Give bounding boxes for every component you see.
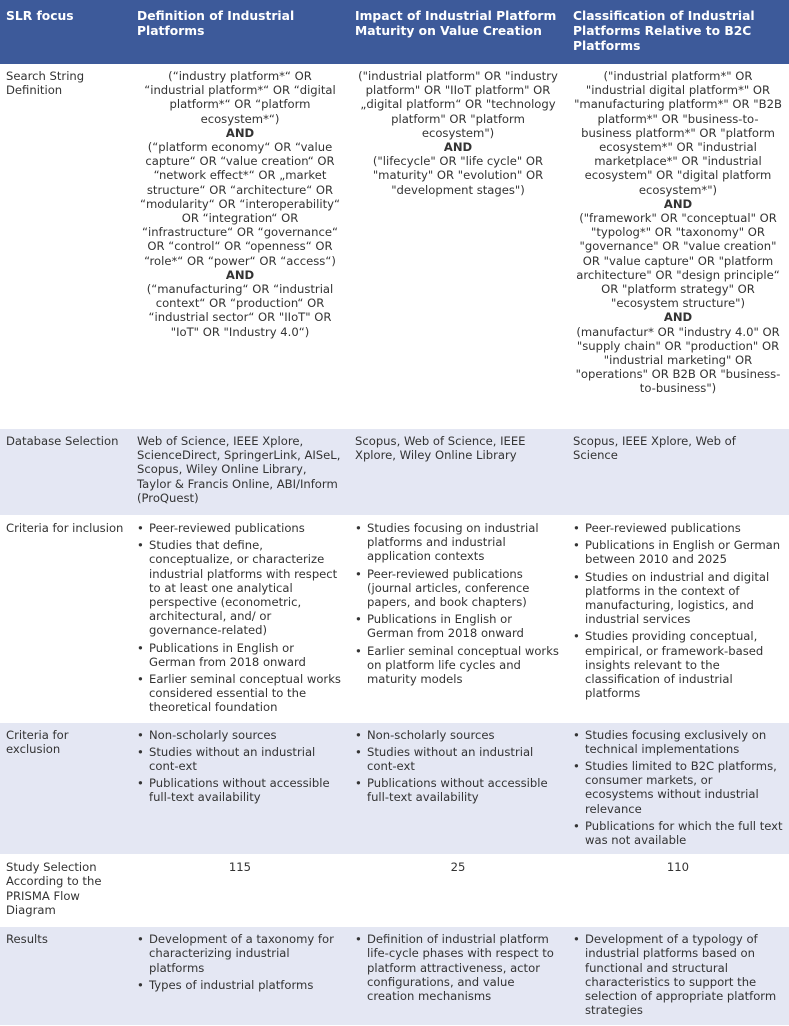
exclusion-col2 (349, 722, 567, 855)
list-item: • Publications in English or German from 2018 onward (137, 641, 343, 669)
inclusion-col1 (131, 516, 349, 723)
and-operator: AND (225, 125, 255, 140)
list-item: • Types of industrial platforms (137, 978, 343, 992)
row-label-database: Database Selection (0, 429, 131, 516)
row-results (0, 927, 789, 1026)
list-item: • Peer-reviewed publications (137, 521, 343, 535)
list-item: • Studies without an industrial cont-ext (355, 745, 561, 773)
search-clause: ("industrial platform" OR "industry platform" OR "IIoT platform" OR „digital platform“ OR "technology platform" OR "platform ecosystem") (358, 69, 558, 140)
list-item: • Peer-reviewed publications (573, 521, 783, 535)
header-row (0, 0, 789, 64)
row-database-selection (0, 429, 789, 516)
search-clause: (“industry platform*“ OR “industrial platform*“ OR “digital platform*“ OR “platform ecosystem*“) (144, 69, 336, 126)
list-item: • Studies focusing exclusively on technical implementations (573, 728, 783, 756)
row-label-search: Search String Definition (0, 64, 131, 429)
list-item: • Non-scholarly sources (137, 728, 343, 742)
database-col2: Scopus, Web of Science, IEEE Xplore, Wiley Online Library (349, 429, 567, 516)
results-col2 (349, 927, 567, 1026)
and-operator: AND (663, 196, 693, 211)
and-operator: AND (663, 310, 693, 325)
list-item: • Publications in English or German between 2010 and 2025 (573, 538, 783, 566)
search-clause: (“manufacturing“ OR “industrial context“ OR “production“ OR “industrial sector“ OR "IIoT" OR "IoT" OR "Industry 4.0“) (146, 282, 334, 339)
list-item: • Earlier seminal conceptual works considered essential to the theoretical foundation (137, 672, 343, 715)
and-operator: AND (225, 267, 255, 282)
list-item: • Studies on industrial and digital platforms in the context of manufacturing, logistics, and industrial services (573, 570, 783, 627)
search-string-col3 (567, 64, 789, 429)
selection-count-col3: 110 (567, 855, 789, 927)
row-label-selection: Study Selection According to the PRISMA Flow Diagram (0, 855, 131, 927)
inclusion-col2 (349, 516, 567, 723)
row-study-selection (0, 855, 789, 927)
row-label-results: Results (0, 927, 131, 1026)
list-item: • Studies providing conceptual, empirical, or framework-based insights relevant to the classification of industrial platforms (573, 629, 783, 700)
selection-count-col1: 115 (131, 855, 349, 927)
list-item: • Non-scholarly sources (355, 728, 561, 742)
list-item: • Publications without accessible full-text availability (137, 776, 343, 804)
row-search-string (0, 64, 789, 429)
search-clause: (“platform economy“ OR “value capture“ OR “value creation“ OR “network effect*“ OR „market structure“ OR “architecture“ OR “modularity“ OR “interoperability“ OR “integration“ OR “infrastructure“ OR “governance“ OR “control“ OR “openness“ OR “role*“ OR “power“ OR “access“) (139, 140, 341, 268)
header-slr-focus: SLR focus (0, 0, 131, 64)
selection-count-col2: 25 (349, 855, 567, 927)
list-item: • Definition of industrial platform life-cycle phases with respect to platform attractiveness, actor configurations, and value creation mechanisms (355, 932, 561, 1003)
list-item: • Studies limited to B2C platforms, consumer markets, or ecosystems without industrial relevance (573, 759, 783, 816)
header-definition: Definition of Industrial Platforms (131, 0, 349, 64)
search-string-col2 (349, 64, 567, 429)
list-item: • Publications without accessible full-text availability (355, 776, 561, 804)
results-col3 (567, 927, 789, 1026)
list-item: • Development of a taxonomy for characterizing industrial platforms (137, 932, 343, 975)
list-item: • Development of a typology of industrial platforms based on functional and structural characteristics to support the selection of appropriate platform strategies (573, 932, 783, 1017)
row-exclusion-criteria (0, 722, 789, 855)
and-operator: AND (443, 140, 473, 155)
list-item: • Studies without an industrial cont-ext (137, 745, 343, 773)
results-col1 (131, 927, 349, 1026)
list-item: • Earlier seminal conceptual works on platform life cycles and maturity models (355, 644, 561, 687)
inclusion-col3 (567, 516, 789, 723)
header-impact: Impact of Industrial Platform Maturity on Value Creation (349, 0, 567, 64)
header-classification: Classification of Industrial Platforms Relative to B2C Platforms (567, 0, 789, 64)
search-clause: ("framework" OR "conceptual" OR "typolog*" OR "taxonomy" OR "governance" OR "value creation" OR "value capture" OR "platform architecture" OR "design principle“ OR "platform strategy" OR "ecosystem structure") (576, 211, 780, 311)
list-item: • Studies that define, conceptualize, or characterize industrial platforms with respect to at least one analytical perspective (econometric, architectural, and/ or governance-related) (137, 538, 343, 637)
row-inclusion-criteria (0, 516, 789, 723)
search-string-col1 (131, 64, 349, 429)
list-item: • Publications for which the full text was not available (573, 819, 783, 847)
list-item: • Publications in English or German from 2018 onward (355, 612, 561, 640)
search-clause: ("lifecycle" OR "life cycle" OR "maturity" OR "evolution" OR "development stages") (372, 154, 544, 197)
database-col1: Web of Science, IEEE Xplore, ScienceDirect, SpringerLink, AISeL, Scopus, Wiley Online Library, Taylor & Francis Online, ABI/Inform (ProQuest) (131, 429, 349, 516)
list-item: • Peer-reviewed publications (journal articles, conference papers, and book chapters) (355, 567, 561, 610)
exclusion-col1 (131, 722, 349, 855)
row-label-exclusion: Criteria for exclusion (0, 722, 131, 855)
search-clause: ("industrial platform*" OR "industrial digital platform*" OR "manufacturing platform*" OR "B2B platform*" OR "business-to-business platform*" OR "platform ecosystem*" OR "industrial marketplace*" OR "industrial ecosystem" OR "digital platform ecosystem*") (574, 69, 782, 197)
search-clause: (manufactur* OR "industry 4.0" OR "supply chain" OR "production" OR "industrial marketing" OR "operations" OR B2B OR "business-to-business") (575, 324, 781, 396)
database-col3: Scopus, IEEE Xplore, Web of Science (567, 429, 789, 516)
row-label-inclusion: Criteria for inclusion (0, 516, 131, 723)
list-item: • Studies focusing on industrial platforms and industrial application contexts (355, 521, 561, 564)
exclusion-col3 (567, 722, 789, 855)
